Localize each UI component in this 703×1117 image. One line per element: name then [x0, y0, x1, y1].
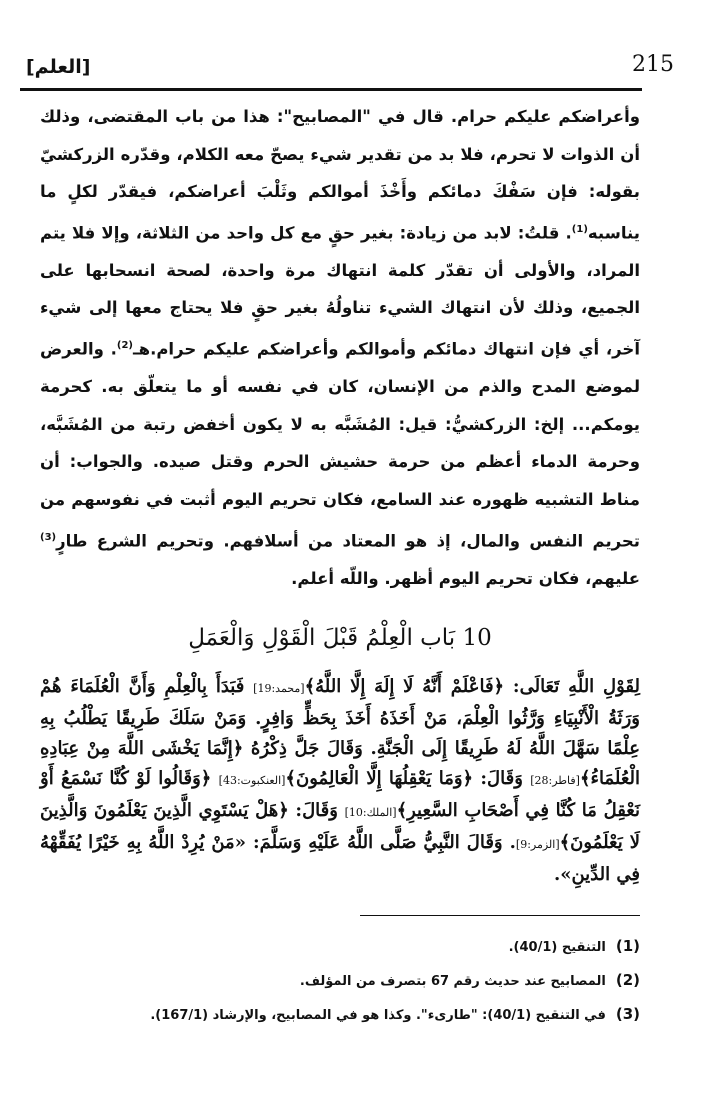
quran-verse: ﴿وَمَا يَعْقِلُهَا إِلَّا الْعَالِمُونَ﴾ — [285, 768, 474, 789]
quran-verse: ﴿فَاعْلَمْ أَنَّهُ لَا إِلَهَ إِلَّا اللَّهُ﴾ — [304, 676, 505, 697]
text-segment: الزركشيُّ: قيل: المُشَبَّه به لا يكون أخفض رتبة من المُشَبَّه، وحرمة الدماء أعظم من حرمة حشيش الحرم وقتل صيده. والجواب: أن مناط التشبيه ظهوره عند السامع، فكان تحريم اليوم أثبت في نفوسهم من تحريم النفس والمال، إذ هو المعتاد من أسلافهم. وتحريم الشرع طارٍ — [40, 414, 640, 551]
verse-reference: [الزمر:9] — [515, 838, 560, 851]
footnote-ref[interactable]: (3) — [40, 531, 57, 543]
verse-reference: [محمد:19] — [253, 682, 305, 695]
text-segment: وَقَالَ: — [288, 800, 345, 821]
quran-verse: ﴿وَقَالُوا لَوْ كُنَّا نَسْمَعُ أَوْ نَعْقِلُ مَا كُنَّا فِي أَصْحَابِ السَّعِيرِ﴾ — [40, 768, 640, 821]
text-segment — [211, 768, 218, 789]
commentary-text — [40, 98, 640, 597]
verse-reference: [الملك:10] — [344, 806, 397, 819]
footnote-text: في التنقيح (40/1): "طارىء". وكذا هو في المصابيح، والإرشاد (167/1). — [150, 1008, 606, 1023]
footnote-ref[interactable]: (2) — [116, 340, 133, 352]
verse-reference: [العنكبوت:43] — [218, 774, 286, 787]
text-segment: . والعرض لموضع المدح والذم من الإنسان، كان في نفسه أو ما يتعلّق به. — [40, 339, 641, 397]
commentary-paragraph — [40, 98, 640, 597]
hadith-paragraph — [40, 672, 640, 890]
quran-verse: ﴿إِنَّمَا يَخْشَى اللَّهَ مِنْ عِبَادِهِ الْعُلَمَاءُ﴾ — [40, 738, 640, 789]
page-number: 215 — [632, 52, 674, 77]
footnote-text: التنقيح (40/1). — [508, 940, 606, 955]
footnotes — [40, 930, 640, 1032]
hadith-text — [40, 672, 640, 890]
footnote-number: (2) — [615, 971, 640, 989]
section-title: 10 بَاب الْعِلْمُ قَبْلَ الْقَوْلِ وَالْعَمَلِ — [188, 625, 492, 651]
text-segment: لِقَوْلِ اللَّهِ تَعَالَى: — [504, 676, 640, 697]
footnote-number: (1) — [615, 937, 640, 955]
lemma-heading: كحرمة يومكم... إلخ: — [40, 377, 640, 434]
text-segment: . قلتُ: لابد من زيادة: بغير حقٍ مع كل واحد من الثلاثة، وإلا فلا يتم المراد، والأولى أن تقدّر كلمة انتهاك مرة واحدة، لصحة انسحابها على الجميع، وذلك لأن انتهاك الشيء تناولُهُ بغير حقٍ فلا يحتاج معها إلى شيء آخر، أي فإن انتهاك دمائكم وأموالكم وأعراضكم عليكم حرام.هـ — [40, 223, 640, 359]
header-rule — [20, 88, 642, 91]
footnote-text: المصابيح عند حديث رقم 67 بتصرف من المؤلف. — [299, 974, 606, 989]
text-segment: قال في "المصابيح": هذا من باب المقتضى، وذلك أن الذوات لا تحرم، فلا بد من تقدير شيء يصحّ معه الكلام، وقدّره الزركشيّ بقوله: فإن سَفْكَ دمائكم وأَخْذَ أموالكم وثَلْبَ أعراضكم، فيقدّر لكلٍ ما يناسبه — [40, 107, 640, 243]
text-segment: فَبَدَأَ بِالْعِلْمِ وَأَنَّ الْعُلَمَاءَ هُمْ وَرَثَةُ الْأَنْبِيَاءِ وَرَّثُوا الْعِلْمَ، مَنْ أَخَذَهُ أَخَذَ بِحَظٍّ وَافِرٍ. وَمَنْ سَلَكَ طَرِيقًا يَطْلُبُ بِهِ عِلْمًا سَهَّلَ اللَّهُ لَهُ طَرِيقًا إِلَى الْجَنَّةِ. وَقَالَ جَلَّ ذِكْرُهُ — [40, 676, 640, 759]
footnote-separator — [360, 915, 640, 916]
text-segment: عليهم، فكان تحريم اليوم أظهر. واللّه أعلم. — [291, 568, 640, 588]
page-header — [20, 48, 674, 88]
lemma-heading: وأعراضكم عليكم حرام. — [450, 107, 640, 126]
text-segment: وَقَالَ: — [473, 768, 531, 789]
footnote — [40, 998, 640, 1032]
footnote — [40, 930, 640, 964]
footnote-number: (3) — [615, 1005, 640, 1023]
running-title: [العلم] — [26, 56, 91, 78]
footnote-ref[interactable]: (1) — [571, 223, 588, 235]
verse-reference: [فاطر:28] — [530, 774, 580, 787]
text-segment: . وَقَالَ النَّبِيُّ صَلَّى اللَّهُ عَلَيْهِ وَسَلَّمَ: «مَنْ يُرِدْ اللَّهُ بِهِ خَيْرًا يُفَقِّهْهُ فِي الدِّينِ». — [40, 832, 640, 885]
footnote — [40, 964, 640, 998]
quran-verse: ﴿هَلْ يَسْتَوِي الَّذِينَ يَعْلَمُونَ وَالَّذِينَ لَا يَعْلَمُونَ﴾ — [40, 800, 641, 853]
